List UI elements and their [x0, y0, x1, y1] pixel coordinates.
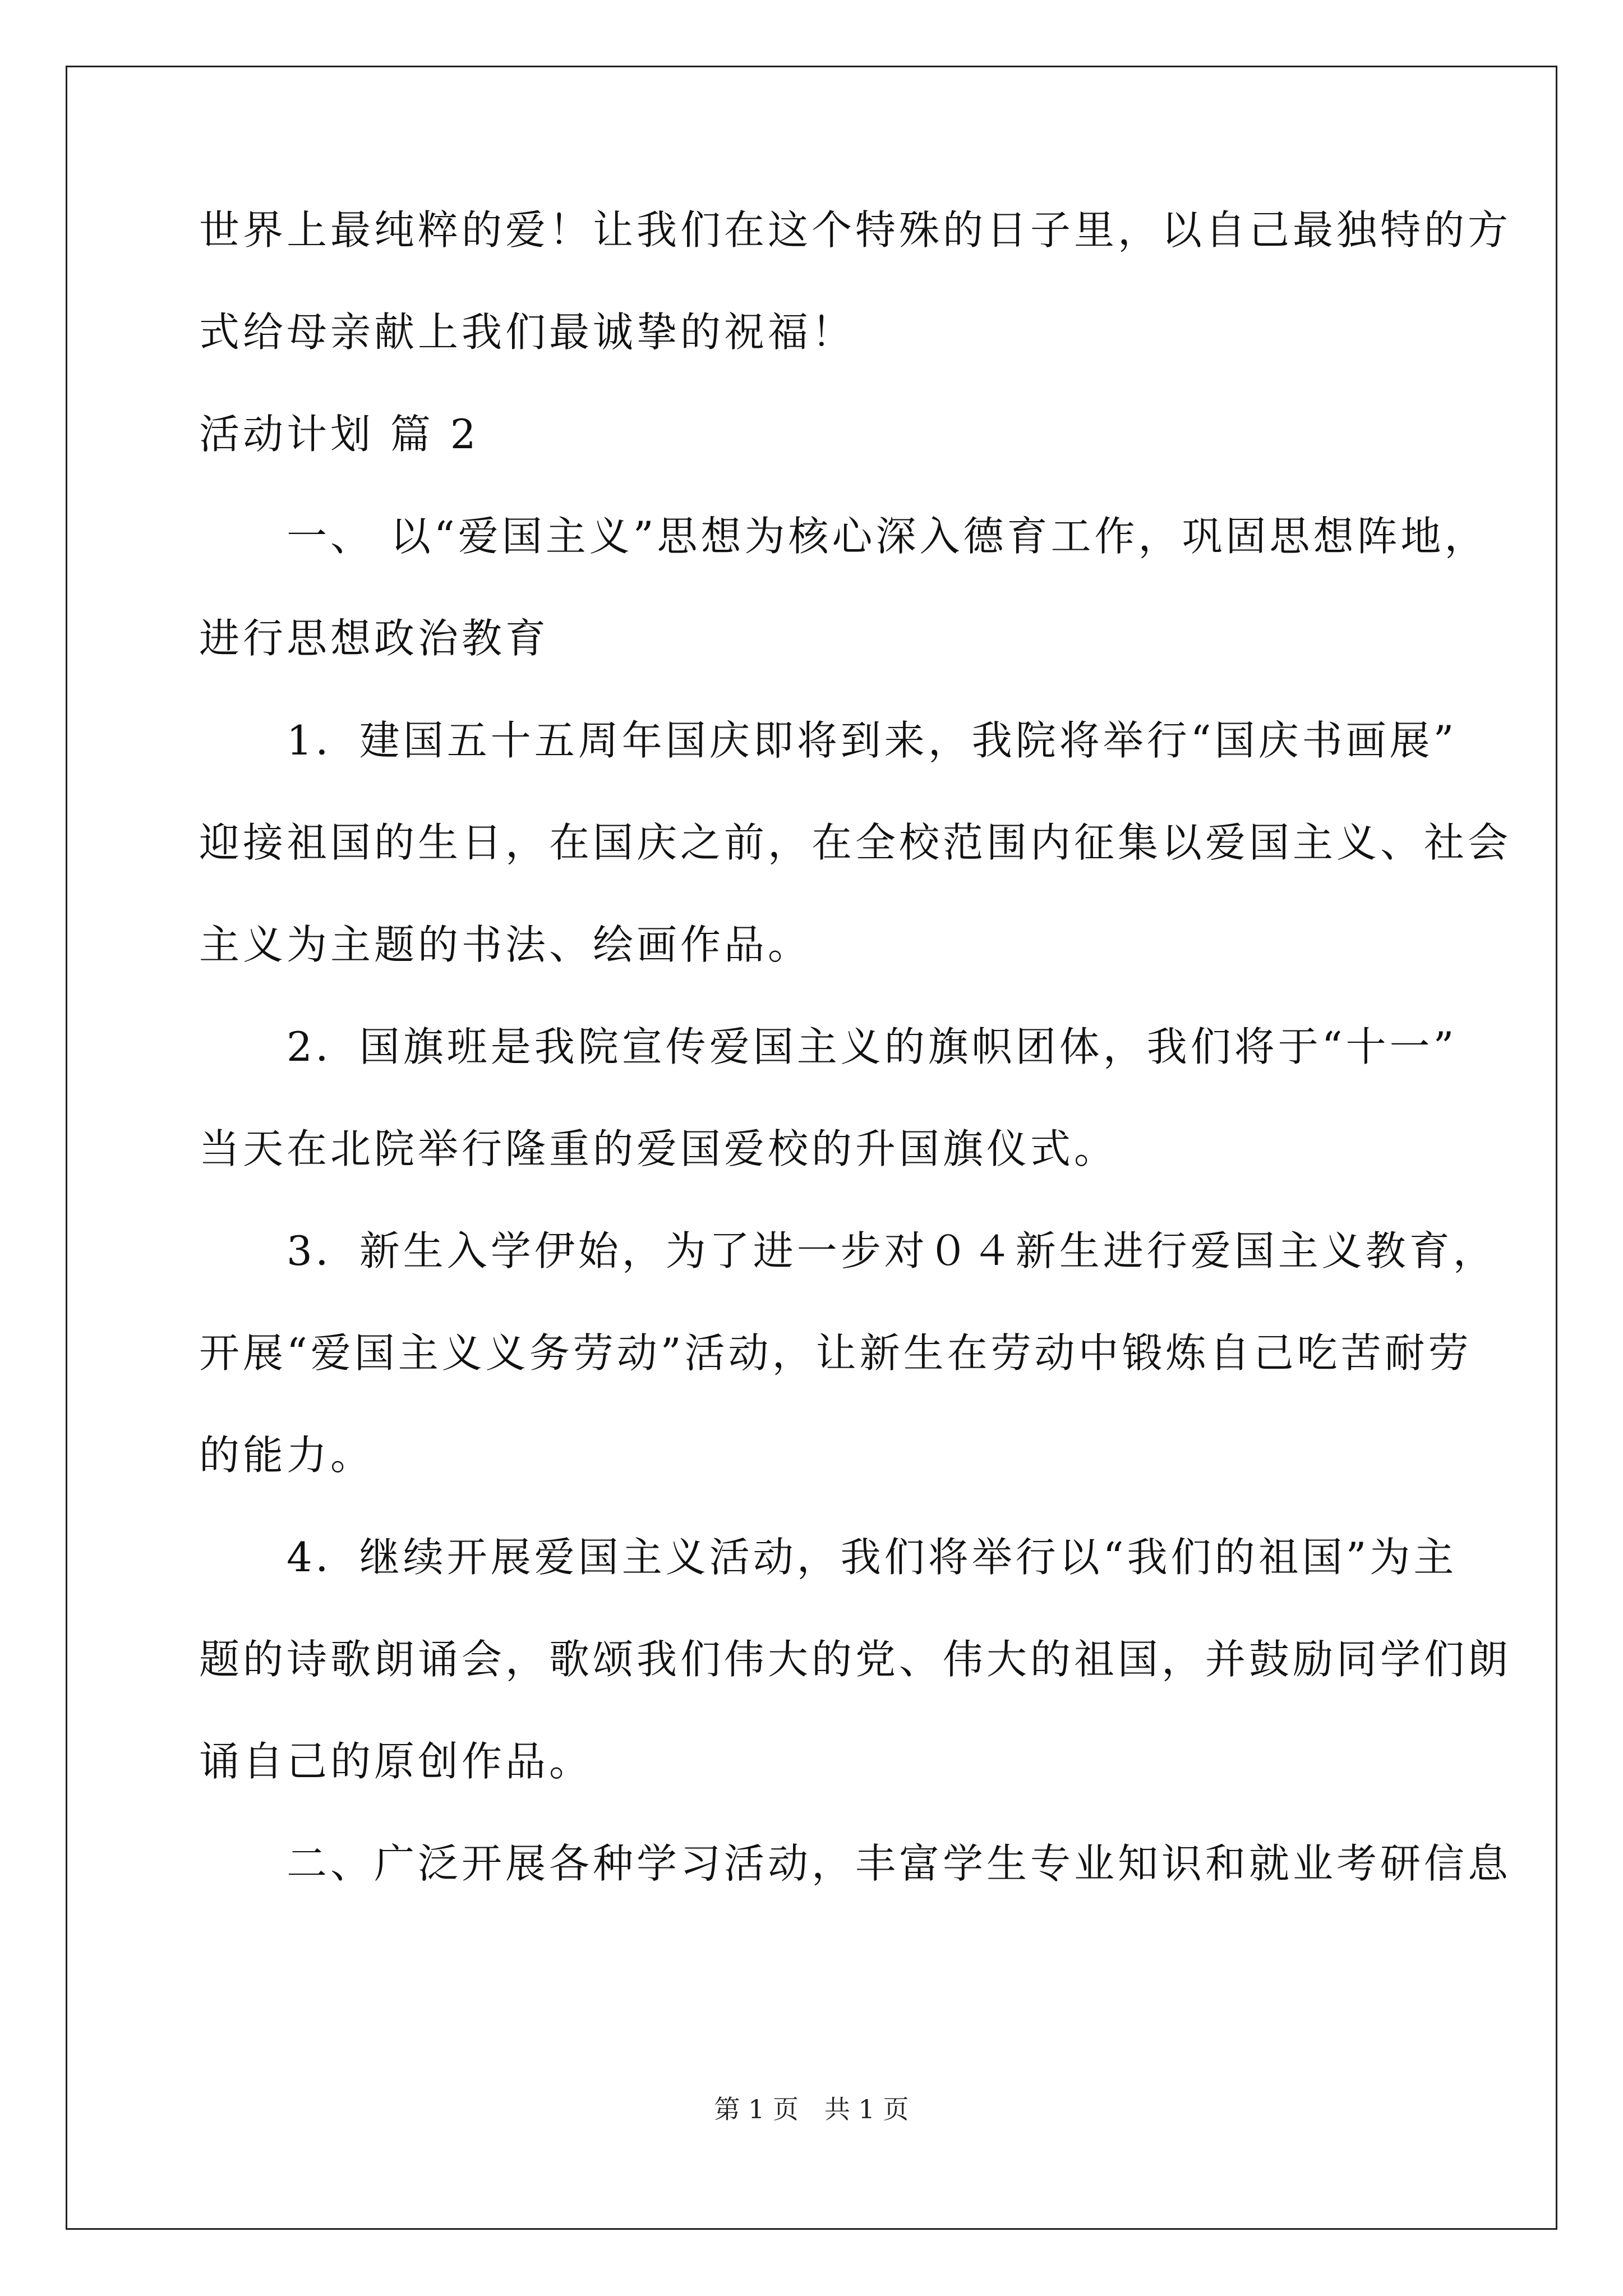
page-footer: 第 1 页 共 1 页	[714, 2094, 909, 2124]
text-line: 主义为主题的书法、绘画作品。	[199, 921, 812, 968]
text-line: 式给母亲献上我们最诚挚的祝福！	[199, 309, 856, 356]
text-line: 3．新生入学伊始，为了进一步对０４新生进行爱国主义教育，	[199, 1227, 1497, 1274]
text-line: 进行思想政治教育	[199, 615, 550, 662]
text-line: 开展“爱国主义义务劳动”活动，让新生在劳动中锻炼自己吃苦耐劳	[199, 1329, 1472, 1377]
text-line: 当天在北院举行隆重的爱国爱校的升国旗仪式。	[199, 1125, 1118, 1172]
text-line: 的能力。	[199, 1432, 375, 1479]
text-line: 2．国旗班是我院宣传爱国主义的旗帜团体，我们将于“十一”	[199, 1023, 1458, 1070]
text-line: 4．继续开展爱国主义活动，我们将举行以“我们的祖国”为主	[199, 1534, 1458, 1581]
section-heading: 活动计划 篇 2	[199, 411, 479, 458]
text-line: 诵自己的原创作品。	[199, 1738, 593, 1785]
text-line: 世界上最纯粹的爱！让我们在这个特殊的日子里，以自己最独特的方	[199, 206, 1512, 254]
text-line: 1．建国五十五周年国庆即将到来，我院将举行“国庆书画展”	[199, 717, 1458, 764]
text-line: 一、 以“爱国主义”思想为核心深入德育工作，巩固思想阵地，	[199, 513, 1488, 560]
text-line: 二、广泛开展各种学习活动，丰富学生专业知识和就业考研信息	[199, 1840, 1512, 1887]
text-line: 迎接祖国的生日，在国庆之前，在全校范围内征集以爱国主义、社会	[199, 819, 1512, 866]
text-line: 题的诗歌朗诵会，歌颂我们伟大的党、伟大的祖国，并鼓励同学们朗	[199, 1636, 1512, 1683]
